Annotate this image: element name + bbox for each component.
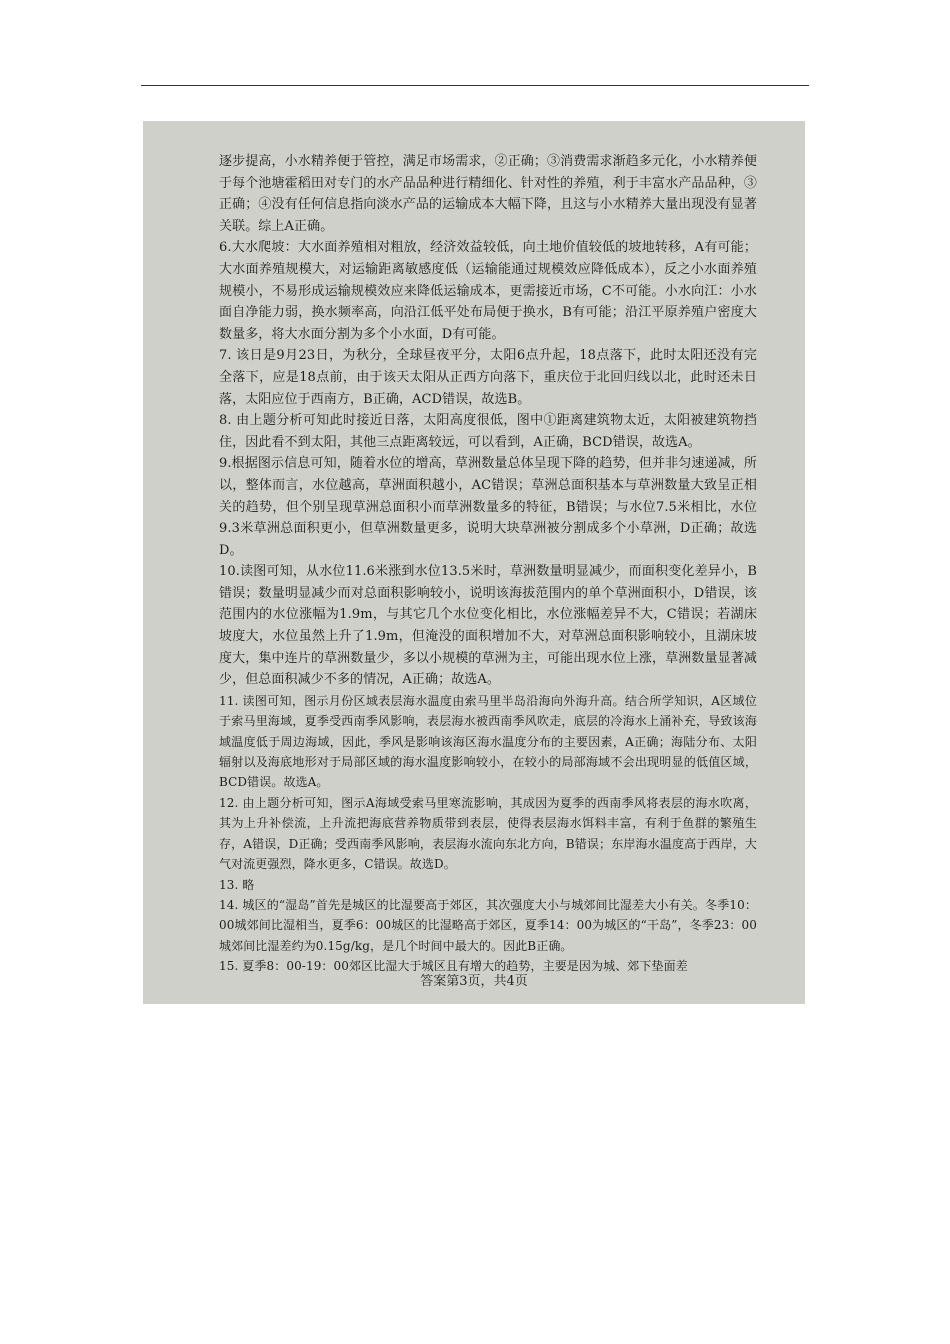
paragraph-q12: 12. 由上题分析可知，图示A海域受索马里寒流影响，其成因为夏季的西南季风将表层的海水吹离，其为上升补偿流，上升流把海底营养物质带到表层，使得表层海水饵料丰富，有利于鱼群的繁殖生存，A错误，D正确；受西南季风影响，表层海水流向东北方向，B错误；东岸海水温度高于西岸，大气对流更强烈，降水更多，C错误。故选D。: [219, 795, 757, 872]
paragraph-q13: 13. 略: [219, 877, 255, 892]
paragraph-q11: 11. 读图可知，图示月份区域表层海水温度由索马里半岛沿海向外海升高。结合所学知识，A区域位于索马里海域，夏季受西南季风影响，表层海水被西南季风吹走，底层的冷海水上涌补充，导致该海域温度低于周边海域，因此，季风是影响该海区海水温度分布的主要因素，A正确；海陆分布、太阳辐射以及海底地形对于局部区域的海水温度影响较小，在较小的局部海域不会出现明显的低值区域，BCD错误。故选A。: [219, 693, 757, 790]
page-footer: 答案第3页，共4页: [420, 974, 528, 989]
paragraph-q7: 7. 该日是9月23日，为秋分，全球昼夜平分，太阳6点升起，18点落下，此时太阳还没有完全落下，应是18点前，由于该天太阳从正西方向落下，重庆位于北回归线以北，此时还未日落，太阳应位于西南方，B正确，ACD错误，故选B。: [219, 348, 757, 407]
paragraph-q10: 10.读图可知，从水位11.6米涨到水位13.5米时，草洲数量明显减少，而面积变化差异小，B错误；数量明显减少而对总面积影响较小，说明该海拔范围内的单个草洲面积小，D错误，该范围内的水位涨幅为1.9m，与其它几个水位变化相比，水位涨幅差异不大，C错误；若湖床坡度大，水位虽然上升了1.9m，但淹没的面积增加不大，对草洲总面积影响较小，且湖床坡度大，集中连片的草洲数量少，多以小规模的草洲为主，可能出现水位上涨，草洲数量显著减少，但总面积减少不多的情况，A正确；故选A。: [219, 564, 757, 688]
paragraph-q8: 8. 由上题分析可知此时接近日落，太阳高度很低，图中①距离建筑物太近，太阳被建筑物挡住，因此看不到太阳，其他三点距离较远，可以看到，A正确，BCD错误，故选A。: [219, 413, 757, 450]
paragraph-continued: 逐步提高，小水精养便于管控，满足市场需求，②正确；③消费需求渐趋多元化，小水精养便于每个池塘霍稻田对专门的水产品品种进行精细化、针对性的养殖，利于丰富水产品品种，③正确；④没有任何信息指向淡水产品的运输成本大幅下降，且这与小水精养大量出现没有显著关联。综上A正确。: [219, 154, 757, 234]
paragraph-q6: 6.大水爬坡：大水面养殖相对粗放，经济效益较低，向土地价值较低的坡地转移，A有可能；大水面养殖规模大，对运输距离敏感度低（运输能通过规模效应降低成本），反之小水面养殖规模小，不易形成运输规模效应来降低运输成本，更需接近市场，C不可能。小水向江：小水面自净能力弱，换水频率高，向沿江低平处布局便于换水，B有可能；沿江平原养殖户密度大数量多，将大水面分割为多个小水面，D有可能。: [219, 240, 757, 342]
paragraph-q15: 15. 夏季8：00-19：00郊区比湿大于城区且有增大的趋势，主要是因为城、郊下垫面差: [219, 959, 688, 974]
paragraph-q14: 14. 城区的“湿岛”首先是城区的比湿要高于郊区，其次强度大小与城郊间比湿差大小有关。冬季10：00城郊间比湿相当，夏季6：00城区的比湿略高于郊区，夏季14：00为城区的“干岛”，冬季23：00城郊间比湿差约为0.15g/kg，是几个时间中最大的。因此B正确。: [219, 897, 757, 953]
paragraph-q9: 9.根据图示信息可知，随着水位的增高，草洲数量总体呈现下降的趋势，但并非匀速递减，所以，整体而言，水位越高，草洲面积越小，AC错误；草洲总面积基本与草洲数量大致呈正相关的趋势，但个别呈现草洲总面积小而草洲数量多的特征，B错误；与水位7.5米相比，水位9.3米草洲总面积更小，但草洲数量更多，说明大块草洲被分割成多个小草洲，D正确；故选D。: [219, 456, 757, 558]
scanned-page: [143, 121, 805, 1004]
header-rule: [141, 85, 809, 86]
